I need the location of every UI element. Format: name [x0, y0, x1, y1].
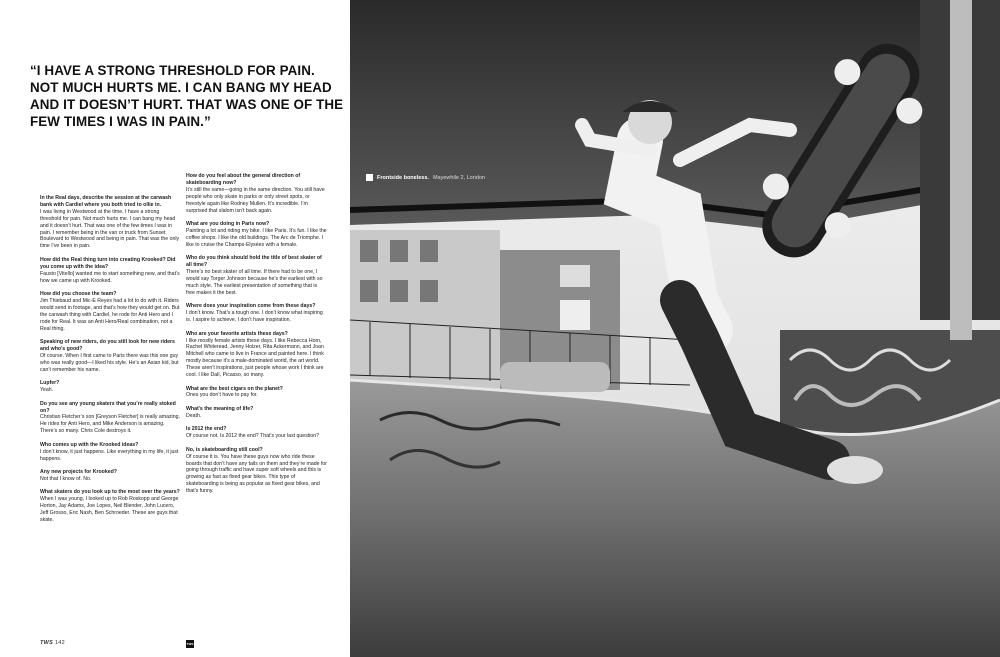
qa-block [40, 469, 181, 483]
qa-block [186, 331, 327, 379]
interview-answer: Of course it is. You have these guys now who ride these boards that don’t have any tails on them and they’re made for going through traffic and have super soft wheels and this is growing as fast as fixed gear bikes. This type of skateboarding is being as popular as fixed gear bikes, and that’s funny. [186, 453, 328, 495]
qa-block [186, 447, 327, 495]
photo-illustration [350, 0, 1000, 657]
caption-title: Frontside boneless. [377, 174, 429, 181]
interview-question: What are you doing in Paris now? [186, 221, 270, 228]
interview-question: Lupfer? [40, 380, 60, 387]
qa-block [186, 406, 327, 420]
interview-answer: Of course not. Is 2012 the end? That’s your last question? [186, 433, 320, 440]
left-page [0, 0, 350, 657]
qa-block [40, 195, 181, 250]
interview-question: How did you choose the team? [40, 291, 117, 298]
interview-answer: Yeah. [40, 387, 54, 394]
interview-question: Who are your favorite artists these days? [186, 330, 288, 337]
qa-block [40, 339, 181, 374]
qa-block [40, 489, 181, 524]
qa-block [186, 426, 327, 440]
interview-question: Do you see any young skaters that you’re really stoked on? [40, 400, 176, 414]
interview-answer: I like mostly female artists these days. I like Rebecca Horn, Rachel Whiteread, Jenny Holzer, Rita Ackermann, and Joan Mitchell who came to live in France and painted here. I think mostly because it’s a male-dominated world, the art world. These aren’t inspirations, just people whose work I think are cool. I like Dalí, Picasso, so many. [186, 337, 324, 379]
interview-answer: It’s still the same—going in the same direction. You still have people who only skate in parks or only street spots, or freestyle again like Rodney Mullen. It’s incredible. I’m surprised that slalom isn’t back again. [186, 186, 325, 214]
interview-answer: Jim Thiebaud and Mic-E Reyes had a lot to do with it. Riders would send in footage, and that’s how they would get on. But the carwash thing with Cardiel, he rode for Anti Hero and I rode for Real. It was an Anti Hero/Real combination, not a Real thing. [40, 297, 180, 332]
interview-answer: There’s no best skater of all time. If there had to be one, I would say Torger Johnson because he’s the earliest with so much style. The earliest presentation of something that is free makes it the best. [186, 269, 323, 296]
qa-block [40, 257, 181, 285]
pull-quote: “I HAVE A STRONG THRESHOLD FOR PAIN. NOT MUCH HURTS ME. I CAN BANG MY HEAD AND IT DOESN’T HURT. THAT WAS ONE OF THE FEW TIMES I WAS IN PAIN.” [30, 63, 344, 129]
interview-question: How do you feel about the general direction of skateboarding now? [186, 173, 301, 186]
interview-question: Is 2012 the end? [186, 426, 227, 433]
interview-question: What are the best cigars on the planet? [186, 385, 283, 392]
folio-brand: TWS [40, 640, 54, 646]
qa-block [186, 255, 327, 296]
qa-block [186, 386, 327, 400]
interview-question: How did the Real thing turn into creating Krooked? Did you come up with the idea? [40, 256, 176, 270]
interview-question: In the Real days, describe the session at the carwash bank with Cardiel where you both tried to ollie in. [40, 195, 172, 208]
interview-question: Any new projects for Krooked? [40, 469, 117, 476]
interview-question: What’s the meaning of life? [186, 405, 254, 412]
interview-question: What skaters do you look up to the most over the years? [40, 489, 180, 496]
qa-block [186, 221, 327, 249]
caption-location: Mayewhile 2, London [432, 174, 485, 181]
interview-question: Where does your inspiration come from these days? [186, 303, 316, 310]
qa-block [186, 173, 327, 214]
qa-block [40, 442, 181, 463]
qa-block [40, 401, 181, 436]
interview-answer: Not that I know of. No. [40, 475, 92, 482]
interview-column-1 [40, 195, 181, 531]
interview-answer: I don’t know, it just happens. Like everything in my life, it just happens. [40, 448, 179, 462]
interview-answer: Of course. When I first came to Paris there was this one guy who was really good—I liked his style. He’s an Asian kid, but can’t remember his name. [40, 352, 179, 373]
interview-answer: I was living in Westwood at the time. I have a strong threshold for pain. Not much hurts me. I can bang my head and it doesn’t hurt. That was one of the few times I was in pain. I remember being in the van or truck from Sunset Boulevard to Westwood and being in pain. That was the only time I’ve been in pain. [40, 208, 180, 250]
photo-caption [366, 174, 485, 181]
interview-answer: Death. [186, 412, 202, 419]
skate-photo [350, 0, 1000, 657]
interview-question: Speaking of new riders, do you still look for new riders and who’s good? [40, 339, 175, 352]
interview-question: Who comes up with the Krooked ideas? [40, 441, 139, 448]
qa-block [40, 291, 181, 332]
interview-answer: Painting a lot and riding my bike. I like Paris. It’s fun. I like the coffee shops. I like the old buildings. The Arc de Triomphe. I like to cruise the Champs-Elysées with a female. [186, 227, 327, 248]
qa-block [40, 380, 181, 394]
interview-answer: Ones you don’t have to pay for. [186, 392, 258, 399]
end-mark-logo: TWS [186, 642, 194, 646]
caption-square-icon [366, 174, 373, 181]
interview-answer: Christian Fletcher’s son [Greyson Fletcher] is really amazing. He rides for Anti Hero, and Mike Anderson is amazing. There’s so many. Chris Cole destroys it. [40, 414, 180, 435]
interview-answer: Fausto [Vitello] wanted me to start something new, and that’s how we came up with Krooked. [40, 270, 180, 284]
interview-answer: I don’t know. That’s a tough one. I don’t know what inspiring is. I aspire to achieve, I don’t have inspiration. [186, 310, 323, 324]
interview-question: No, is skateboarding still cool? [186, 446, 263, 453]
interview-question: Who do you think should hold the title of best skater of all time? [186, 255, 322, 269]
page-folio [40, 640, 65, 646]
folio-page-number: 142 [54, 640, 66, 646]
interview-answer: When I was young, I looked up to Rob Roskopp and George Horton, Jay Adams, Joe Lopes, Neil Blender, John Lucero, Jeff Grosso, Eric Nash, Ben Schroeder. These are guys that skate. [40, 496, 179, 524]
interview-column-2 [186, 173, 327, 502]
qa-block [186, 303, 327, 324]
